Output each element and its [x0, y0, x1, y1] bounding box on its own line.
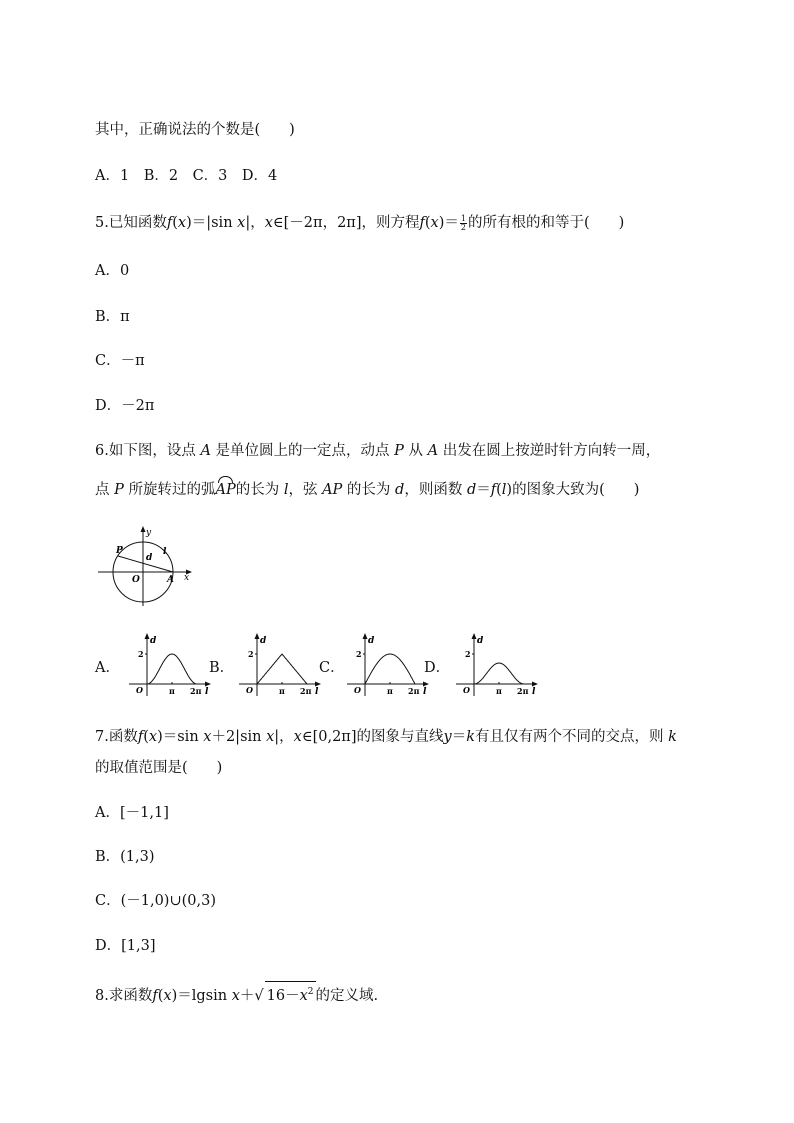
tick-pi-label: π — [279, 686, 285, 696]
arc-l-label: l — [163, 547, 167, 557]
arc-ap-symbol: AP — [215, 476, 235, 500]
tick-2pi-label: 2π — [408, 686, 420, 696]
q6-option-c-label[interactable]: C． — [319, 660, 345, 676]
origin-label: O — [463, 685, 470, 695]
q5-option-c[interactable]: C．－π — [95, 353, 145, 369]
y-axis-arrow-icon — [141, 526, 146, 532]
tick-2-label: 2 — [356, 649, 362, 659]
d-axis-arrow-icon — [363, 633, 368, 639]
tick-pi-label: π — [169, 686, 175, 696]
one-half-fraction: $\frac{1}{2}$ — [460, 213, 466, 232]
q6-option-d-label[interactable]: D． — [424, 660, 451, 676]
q7-option-a[interactable]: A．[－1,1] — [95, 805, 169, 821]
l-axis-arrow-icon — [423, 682, 429, 687]
option-d-graph[interactable] — [452, 630, 538, 698]
d-axis-label: d — [150, 636, 157, 646]
tick-2pi-label: 2π — [517, 686, 529, 696]
origin-label: O — [132, 575, 140, 585]
d-axis-arrow-icon — [255, 633, 260, 639]
tick-pi-label: π — [496, 686, 502, 696]
sqrt-expression: $16-x^2$ — [265, 981, 316, 1006]
q6-stem-line1: 6.如下图，设点 A 是单位圆上的一定点，动点 P 从 A 出发在圆上按逆时针方向转一周， — [95, 443, 661, 459]
q5-option-a[interactable]: A．0 — [95, 263, 130, 279]
d-axis-arrow-icon — [472, 633, 477, 639]
tick-pi-label: π — [387, 686, 393, 696]
q6-option-a-label[interactable]: A． — [95, 660, 120, 676]
point-p-label: P — [116, 546, 123, 556]
l-axis-label: l — [205, 687, 209, 697]
l-axis-arrow-icon — [315, 682, 321, 687]
q4-options: A．1 B．2 C．3 D．4 — [95, 168, 278, 184]
intro-text: 其中，正确说法的个数是( ) — [95, 122, 295, 138]
q7-option-c[interactable]: C．(－1,0)∪(0,3) — [95, 893, 216, 909]
y-label: y — [146, 528, 152, 538]
tick-2pi-label: 2π — [190, 686, 202, 696]
curve-line — [257, 654, 307, 684]
q6-stem-line2: 点 P 所旋转过的弧AP的长为 l，弦 AP 的长为 d，则函数 d＝f(l)的图象大致为( ) — [95, 476, 639, 500]
q5-option-d[interactable]: D．－2π — [95, 398, 155, 414]
origin-label: O — [246, 685, 253, 695]
l-axis-label: l — [532, 687, 536, 697]
l-axis-arrow-icon — [532, 682, 538, 687]
tick-2-label: 2 — [248, 649, 254, 659]
origin-label: O — [354, 685, 361, 695]
option-c-graph[interactable] — [343, 630, 429, 698]
origin-label: O — [136, 685, 143, 695]
d-axis-arrow-icon — [145, 633, 150, 639]
d-axis-label: d — [260, 636, 267, 646]
unit-circle-figure — [96, 524, 196, 608]
curve-line — [365, 654, 415, 684]
q7-option-d[interactable]: D．[1,3] — [95, 938, 156, 954]
option-a-graph[interactable] — [125, 630, 211, 698]
q7-option-b[interactable]: B．(1,3) — [95, 849, 155, 865]
tick-2-label: 2 — [465, 649, 471, 659]
sqrt-sign-icon: √ — [254, 987, 264, 1004]
q7-stem-line1: 7.函数f(x)＝sin x＋2|sin x|，x∈[0,2π]的图象与直线y＝k有且仅有两个不同的交点，则 k — [95, 729, 677, 745]
q6-option-b-label[interactable]: B． — [209, 660, 235, 676]
l-axis-arrow-icon — [205, 682, 211, 687]
point-a-label: A — [167, 575, 174, 585]
q8-stem: 8.求函数f(x)＝lgsin x＋√ $16-x^2$ 的定义域. — [95, 981, 378, 1006]
q5-stem: 5.已知函数f(x)＝|sin x|，x∈[－2π，2π]，则方程f(x)＝ $\frac{1}{2}$ 的所有根的和等于( ) — [95, 213, 625, 232]
tick-2-label: 2 — [138, 649, 144, 659]
option-b-graph[interactable] — [235, 630, 321, 698]
tick-2pi-label: 2π — [300, 686, 312, 696]
chord-d-label: d — [146, 553, 153, 563]
d-axis-label: d — [368, 636, 375, 646]
d-axis-label: d — [477, 636, 484, 646]
q5-option-b[interactable]: B．π — [95, 309, 130, 325]
curve-line — [147, 654, 197, 684]
l-axis-label: l — [423, 687, 427, 697]
q7-stem-line2: 的取值范围是( ) — [95, 760, 223, 776]
x-label: x — [184, 573, 190, 583]
l-axis-label: l — [315, 687, 319, 697]
curve-line — [474, 663, 524, 684]
